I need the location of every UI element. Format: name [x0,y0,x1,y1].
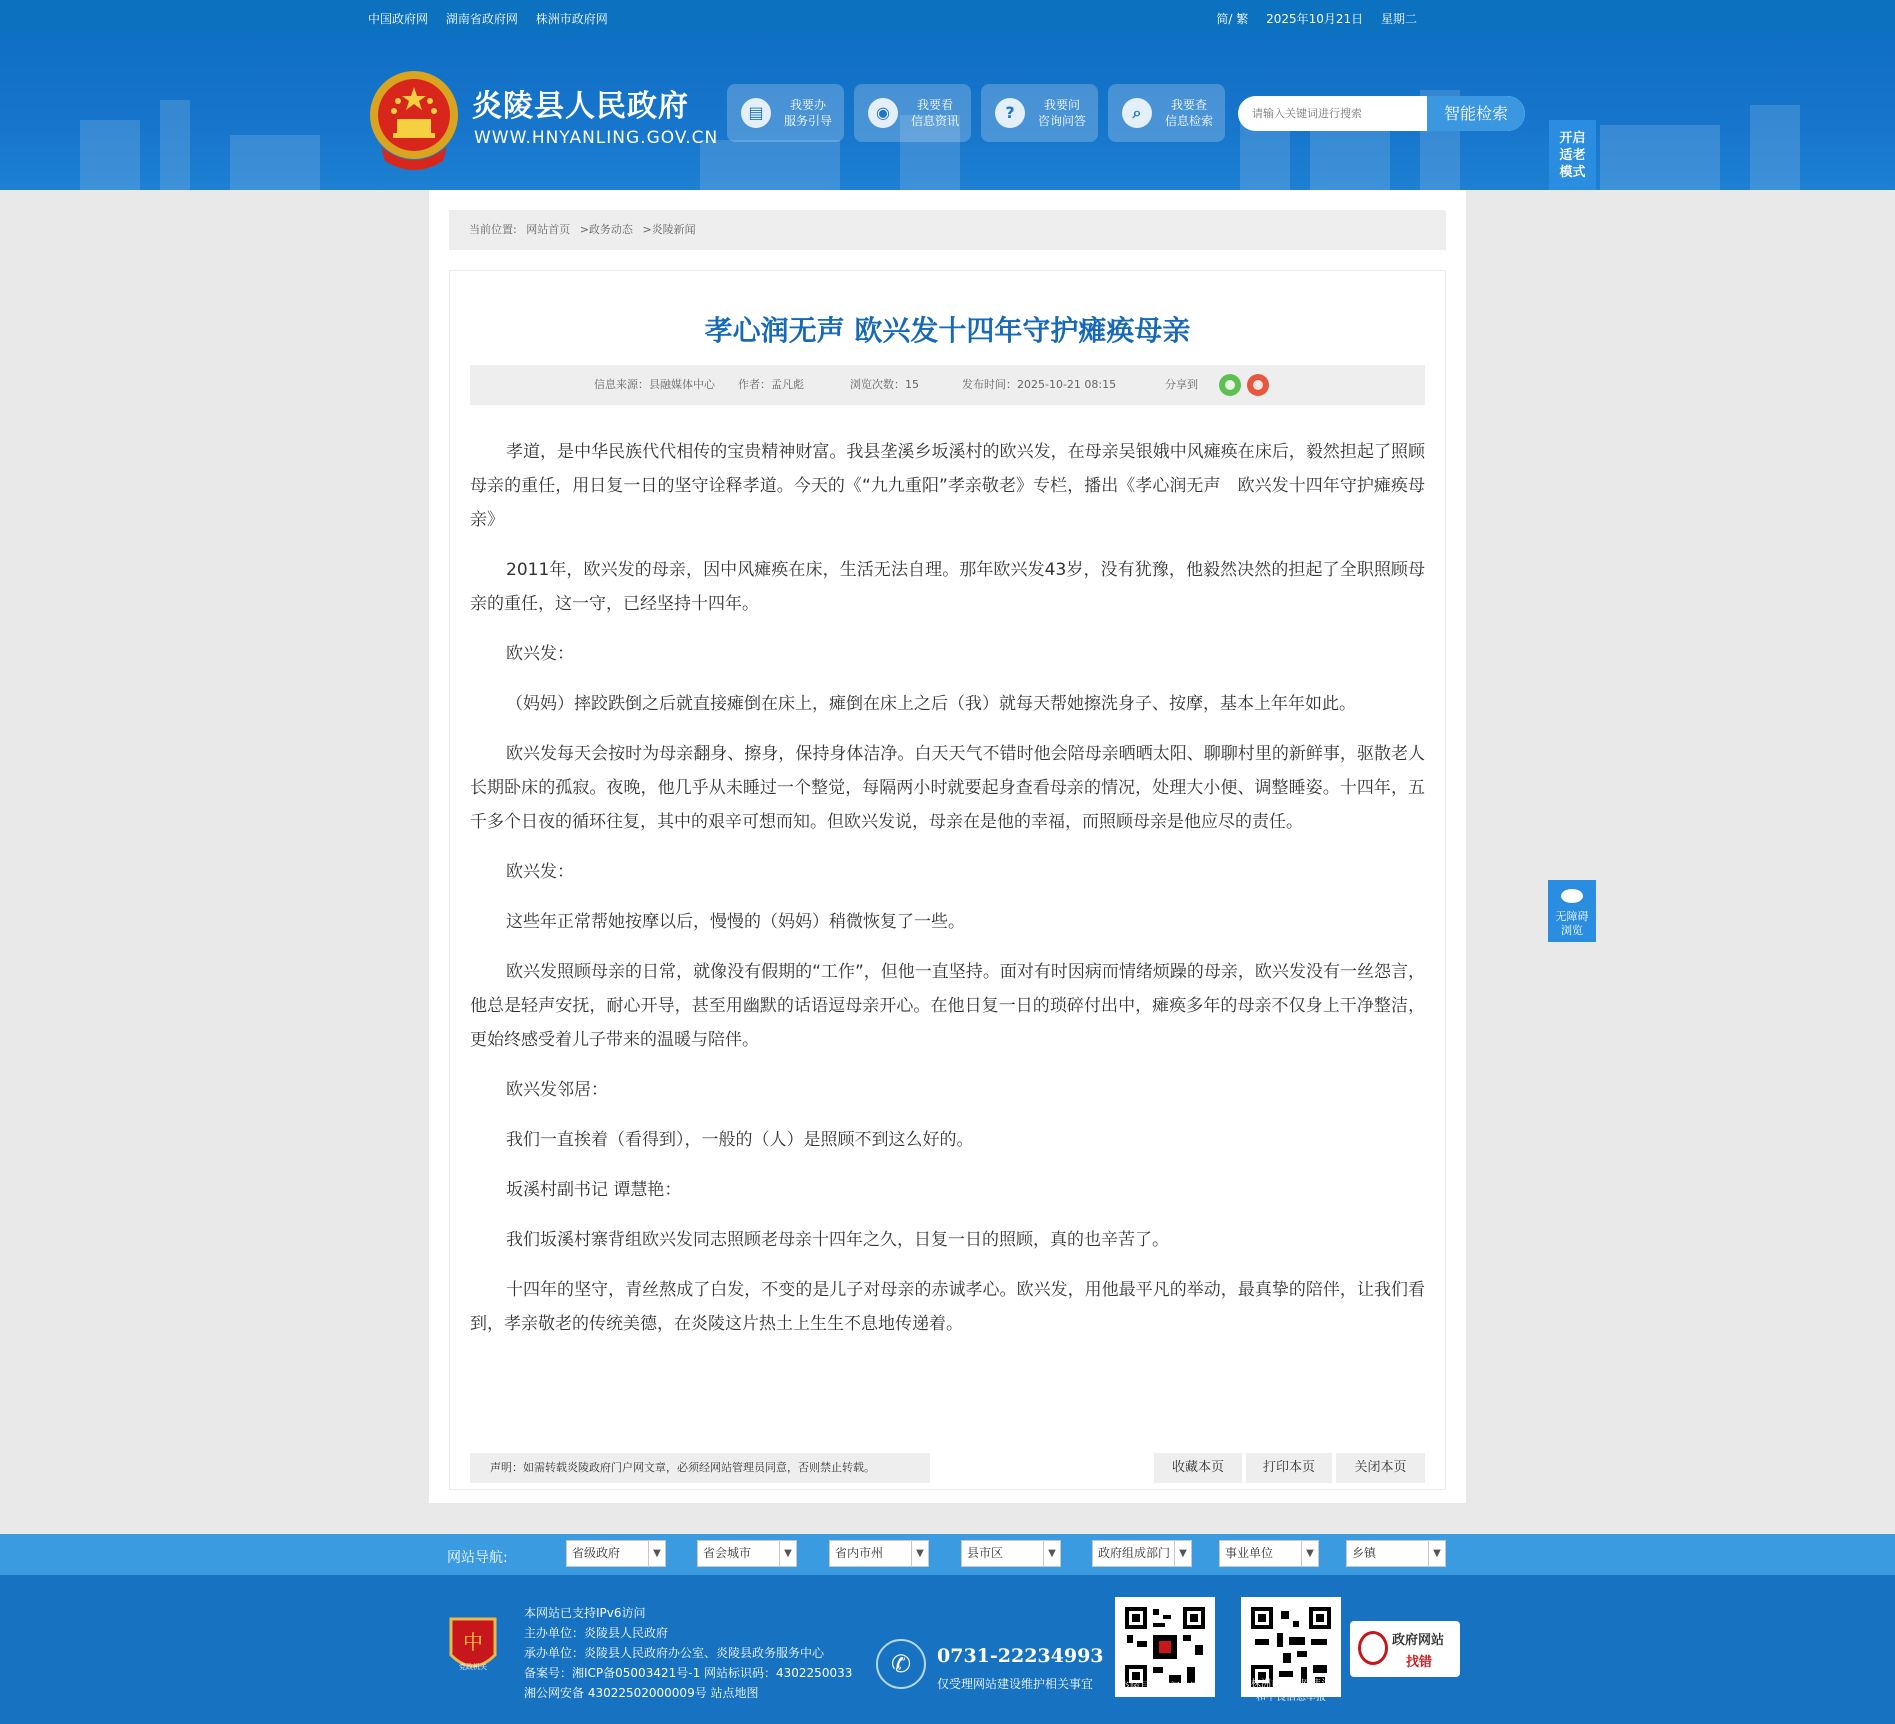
elder-mode-line: 适老 [1559,148,1586,163]
meta-share-label: 分享到 [1165,378,1198,391]
quick-search-button[interactable] [1108,84,1225,142]
quick-label: 我要看 [916,98,953,112]
search-box [1238,96,1525,131]
site-url: WWW.HNYANLING.GOV.CN [474,128,719,148]
eye-icon: ◉ [868,98,898,128]
chevron-down-icon: ▼ [1301,1541,1318,1566]
bookmark-page-button[interactable]: 收藏本页 [1154,1453,1242,1483]
top-bar [0,0,1895,35]
quick-label: 我要问 [1043,98,1080,112]
link-hunan-gov[interactable]: 湖南省政府网 [445,12,518,26]
accessibility-label [1548,910,1596,938]
site-qr-caption: 炎陵县政府门户网站 [1120,1682,1210,1693]
national-emblem-logo[interactable] [367,69,461,171]
service-phone-note: 仅受理网站建设维护相关事宜 [937,1677,1094,1691]
breadcrumb [449,210,1446,250]
footer-info [524,1603,852,1703]
select-townships[interactable] [1346,1540,1446,1567]
article-paragraph: （妈妈）摔跤跌倒之后就直接瘫倒在床上，瘫倒在床上之后（我）就每天帮她擦洗身子、按摩，基本上年年如此。 [506,694,1356,714]
quick-label: 我要查 [1170,98,1207,112]
main-panel [429,190,1466,1503]
site-nav-bar [0,1534,1895,1575]
article-paragraph: 坂溪村副书记 谭慧艳： [506,1180,682,1200]
footer-icp[interactable]: 备案号：湘ICP备05003421号-1 网站标识码：4302250033 [524,1666,853,1680]
chevron-down-icon: ▼ [1174,1541,1191,1566]
chevron-down-icon: ▼ [648,1541,665,1566]
breadcrumb-gov-news[interactable]: >政务动态 [579,223,633,236]
quick-sublabel: 信息检索 [1164,114,1213,128]
elder-mode-toggle[interactable] [1549,120,1596,190]
meta-source: 信息来源：县融媒体中心 [594,378,715,391]
select-provincial-gov[interactable] [566,1540,666,1567]
jiucuo-line1: 政府网站 [1392,1633,1445,1648]
meta-views: 浏览次数：15 [850,378,919,391]
quick-sublabel: 咨询问答 [1037,114,1086,128]
select-provincial-capitals[interactable] [697,1540,797,1567]
chevron-down-icon: ▼ [1043,1541,1060,1566]
article-paragraph: 欧兴发邻居： [506,1080,608,1100]
article-body [470,435,1425,1357]
footer-police-record[interactable]: 湘公网安备 43022502000009号 站点地图 [524,1686,759,1700]
article-paragraph: 欧兴发照顾母亲的日常，就像没有假期的“工作”，但他一直坚持。面对有时因病而情绪烦躁的母亲，欧兴发没有一丝怨言，他总是轻声安抚，耐心开导，甚至用幽默的话语逗母亲开心。在他日复一日的琐碎付出中，瘫痪多年的母亲不仅身上干净整洁，更始终感受着儿子带来的温暖与陪伴。 [470,962,1425,1050]
accessibility-button[interactable] [1548,880,1596,942]
accessibility-line: 无障碍 [1555,910,1589,923]
current-weekday: 星期二 [1380,12,1417,26]
repost-declaration: 声明：如需转载炎陵政府门户网文章，必须经网站管理员同意，否则禁止转载。 [470,1453,930,1483]
article-paragraph: 我们坂溪村寨背组欧兴发同志照顾老母亲十四年之久，日复一日的照顾，真的也辛苦了。 [506,1230,1169,1250]
chevron-down-icon: ▼ [911,1541,928,1566]
chevron-down-icon: ▼ [779,1541,796,1566]
site-name[interactable]: 炎陵县人民政府 [472,89,689,124]
top-meta [1202,10,1417,27]
article-paragraph: 欧兴发： [506,644,574,664]
article-meta [470,365,1425,405]
article-paragraph: 2011年，欧兴发的母亲，因中风瘫痪在床，生活无法自理。那年欧兴发43岁，没有犹豫，他毅然决然的担起了全职照顾母亲的重任，这一守，已经坚持十四年。 [470,560,1425,614]
breadcrumb-label: 当前位置: [469,223,517,236]
breadcrumb-home[interactable]: 网站首页 [526,223,571,236]
elder-mode-line: 模式 [1559,165,1586,180]
select-value: 省内市州 [835,1546,884,1560]
article-paragraph: 我们一直挨着（看得到），一般的（人）是照顾不到这么好的。 [506,1130,974,1150]
breadcrumb-yanling-news[interactable]: >炎陵新闻 [642,223,696,236]
elder-mode-line: 开启 [1559,131,1586,146]
quick-sublabel: 信息资讯 [910,114,959,128]
phone-icon: ✆ [876,1639,926,1689]
svg-text:中: 中 [463,1630,483,1654]
quick-label: 我要办 [789,98,826,112]
footer-organizer: 承办单位：炎陵县人民政府办公室、炎陵县政务服务中心 [524,1646,825,1660]
select-value: 事业单位 [1225,1546,1274,1560]
footer-host: 主办单位：炎陵县人民政府 [524,1626,669,1640]
site-nav-label: 网站导航: [447,1550,508,1566]
select-value: 省级政府 [572,1546,621,1560]
footer-ipv6: 本网站已支持IPv6访问 [524,1606,646,1620]
select-cities[interactable] [829,1540,929,1567]
quick-qa-button[interactable] [981,84,1098,142]
top-links [368,10,622,27]
article-paragraph: 十四年的坚守，青丝熬成了白发，不变的是儿子对母亲的赤诚孝心。欧兴发，用他最平凡的举动，最真挚的陪伴，让我们看到，孝亲敬老的传统美德，在炎陵这片热土上生生不息地传递着。 [470,1280,1425,1334]
article [449,270,1446,1490]
select-value: 政府组成部门 [1098,1546,1171,1560]
meta-author: 作者：孟凡彪 [738,378,804,391]
quick-service-guide-button[interactable] [727,84,844,142]
question-icon: ? [995,98,1025,128]
link-central-gov[interactable]: 中国政府网 [368,12,429,26]
gov-site-error-report-button[interactable] [1350,1621,1460,1677]
report-caption-line: 和不良信息举报 [1256,1692,1326,1703]
smart-search-button[interactable]: 智能检索 [1427,96,1525,131]
current-date: 2025年10月21日 [1266,12,1364,26]
report-qr-caption [1236,1678,1346,1704]
meta-published: 发布时间：2025-10-21 08:15 [962,378,1117,391]
article-paragraph: 孝道，是中华民族代代相传的宝贵精神财富。我县垄溪乡坂溪村的欧兴发，在母亲吴银娥中风瘫痪在床后，毅然担起了照顾母亲的重任，用日复一日的坚守诠释孝道。今天的《“九九重阳”孝亲敬老》专栏，播出《孝心润无声 欧兴发十四年守护瘫痪母亲》 [470,442,1425,530]
select-value: 县市区 [967,1546,1004,1560]
jiucuo-line2: 找错 [1406,1655,1433,1670]
eye-icon [1561,889,1583,903]
select-value: 省会城市 [703,1546,752,1560]
article-paragraph: 欧兴发每天会按时为母亲翻身、擦身，保持身体洁净。白天天气不错时他会陪母亲晒晒太阳、聊聊村里的新鲜事，驱散老人长期卧床的孤寂。夜晚，他几乎从未睡过一个整觉，每隔两小时就要起身查看母亲的情况，处理大小便、调整睡姿。十四年，五千多个日夜的循环往复，其中的艰辛可想而知。但欧兴发说，母亲在是他的幸福，而照顾母亲是他应尽的责任。 [470,744,1425,832]
weibo-share-icon[interactable] [1247,374,1269,396]
article-footer [470,1453,1425,1483]
article-paragraph: 这些年正常帮她按摩以后，慢慢的（妈妈）稍微恢复了一些。 [506,912,965,932]
search-input[interactable] [1252,96,1402,131]
search-icon: ⌕ [1122,98,1152,128]
article-title: 孝心润无声 欧兴发十四年守护瘫痪母亲 [704,314,1191,347]
select-counties[interactable] [961,1540,1061,1567]
select-value: 乡镇 [1352,1546,1377,1560]
wechat-share-icon[interactable] [1219,374,1241,396]
close-page-button[interactable]: 关闭本页 [1336,1453,1425,1483]
service-phone: 0731-22234993 [937,1645,1104,1667]
lang-switch[interactable]: 简/ 繁 [1216,12,1249,26]
report-caption-line: 株洲市互联网违法 [1251,1679,1331,1690]
link-zhuzhou-gov[interactable]: 株洲市政府网 [535,12,608,26]
print-page-button[interactable]: 打印本页 [1246,1453,1332,1483]
document-icon: ▤ [741,98,771,128]
site-footer [0,1575,1895,1724]
site-header [0,35,1895,190]
badge-text: 党政机关 [459,1663,487,1671]
magnifier-icon [1358,1631,1388,1665]
party-gov-badge[interactable] [447,1615,499,1679]
quick-info-button[interactable] [854,84,971,142]
accessibility-line: 浏览 [1561,924,1583,937]
article-paragraph: 欧兴发： [506,862,574,882]
select-departments[interactable] [1092,1540,1192,1567]
select-institutions[interactable] [1219,1540,1319,1567]
quick-sublabel: 服务引导 [783,114,832,128]
chevron-down-icon: ▼ [1428,1541,1445,1566]
